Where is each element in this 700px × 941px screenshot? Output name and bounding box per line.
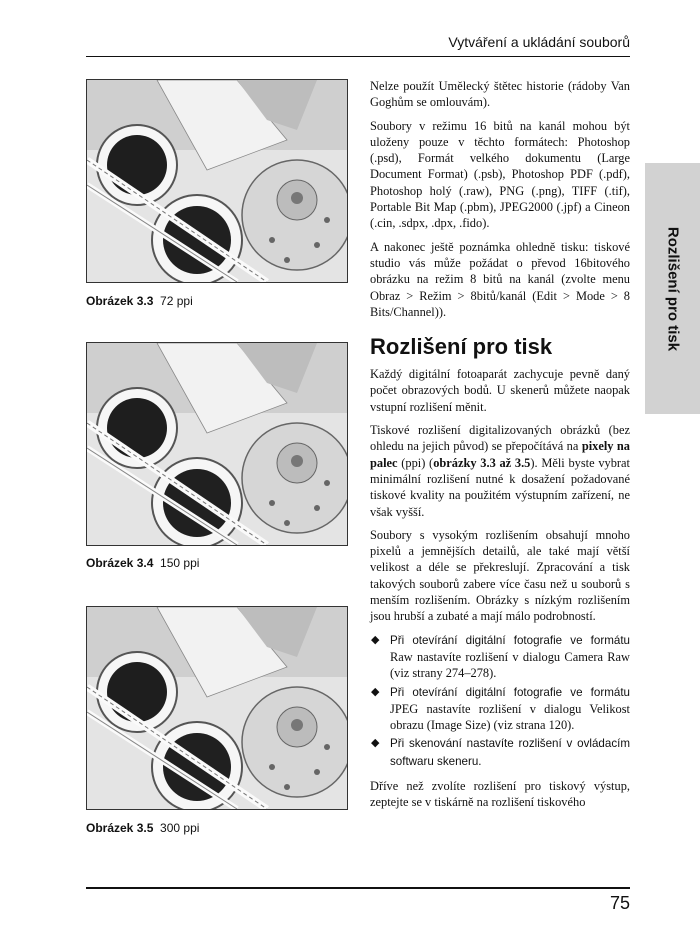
page-number: 75 [609, 893, 630, 913]
figure-photo-3-5 [86, 606, 348, 810]
teapot-cups-photo [87, 343, 347, 545]
figure-reference: obrázky 3.3 až 3.5 [433, 455, 531, 470]
paragraph: Soubory s vysokým rozlišením obsahují mnoho pixelů a jemnějších detailů, ale také mají větší velikost a déle se překreslují. Zpracování a tisk takových souborů zabere více času než u souborů s menším rozlišením. Obrázky s nízkým rozlišením jsou hrubší a zubaté a mají málo podrobností. [370, 527, 630, 624]
paragraph: A nakonec ještě poznámka ohledně tisku: tiskové studio vás může požádat o převod 16bitového obrázku na režim 8 bitů na kanál (zvolte menu Obraz > Režim > 8bitů/kanál (Edit > Mode > 8 Bits/Channel)). [370, 239, 630, 319]
bullet-list [370, 632, 630, 770]
paragraph: Každý digitální fotoaparát zachycuje pevně daný počet obrazových bodů. U skenerů můžete naopak vstupní rozlišení měnit. [370, 367, 630, 414]
chapter-side-tab [645, 163, 700, 414]
body-text-column [370, 78, 630, 818]
footer-rule [86, 887, 630, 889]
paragraph: Nelze použít Umělecký štětec historie (rádoby Van Goghům se omlouvám). [370, 79, 630, 110]
teapot-cups-photo [87, 607, 347, 809]
paragraph: Soubory v režimu 16 bitů na kanál mohou být uloženy pouze v těchto formátech: Photoshop (.psd), Formát velkého dokumentu (Large Document Format) (.psb), Photoshop PDF (.pdf), Photoshop holý (.raw), PNG (.png), TIFF (.tif), Portable Bit Map (.pbm), JPEG2000 (.jpf) a Cineon (.cin, .sdpx, .dpx, .fido). [370, 118, 630, 231]
section-heading: Rozlišení pro tisk [370, 334, 553, 360]
figure-caption-3-5 [86, 821, 346, 835]
figure-photo-3-3 [86, 79, 348, 283]
figure-photo-3-4 [86, 342, 348, 546]
list-item: ◆ Při otevírání digitální fotografie ve formátu JPEG nastavíte rozlišení v dialogu Velikost obrazu (Image Size) (viz strana 120). [371, 685, 630, 733]
term-highlight: pixely na palec [370, 439, 630, 470]
diamond-bullet-icon: ◆ [371, 633, 380, 646]
paragraph: Dříve než zvolíte rozlišení pro tiskový výstup, zeptejte se v tiskárně na rozlišení tiskového [370, 778, 630, 810]
figure-label: Obrázek 3.4 [86, 556, 154, 570]
figure-label: Obrázek 3.5 [86, 821, 154, 835]
diamond-bullet-icon: ◆ [371, 737, 380, 750]
figure-label: Obrázek 3.3 [86, 294, 154, 308]
figure-resolution: 300 ppi [160, 821, 200, 835]
teapot-cups-photo [87, 80, 347, 282]
header-rule [86, 56, 630, 57]
list-item: ◆ Při otevírání digitální fotografie ve formátu Raw nastavíte rozlišení v dialogu Camera Raw (viz strany 274–278). [371, 633, 630, 681]
running-header: Vytváření a ukládání souborů [448, 34, 630, 50]
figure-caption-3-4 [86, 556, 346, 570]
figure-resolution: 72 ppi [160, 294, 193, 308]
diamond-bullet-icon: ◆ [371, 685, 380, 698]
paragraph: Tiskové rozlišení digitalizovaných obrázků (bez ohledu na jejich původ) se přepočítává na pixely na palec (ppi) (obrázky 3.3 až 3.5). Měli byste vybrat minimální rozlišení nutné k dosažení požadované tiskové kvality na použitém výstupním zařízení, ne však vyšší. [370, 423, 630, 519]
side-tab-label: Rozlišení pro tisk [664, 226, 681, 351]
figure-caption-3-3 [86, 294, 346, 308]
list-item: ◆ Při skenování nastavíte rozlišení v ovládacím softwaru skeneru. [371, 737, 630, 768]
figure-resolution: 150 ppi [160, 556, 200, 570]
